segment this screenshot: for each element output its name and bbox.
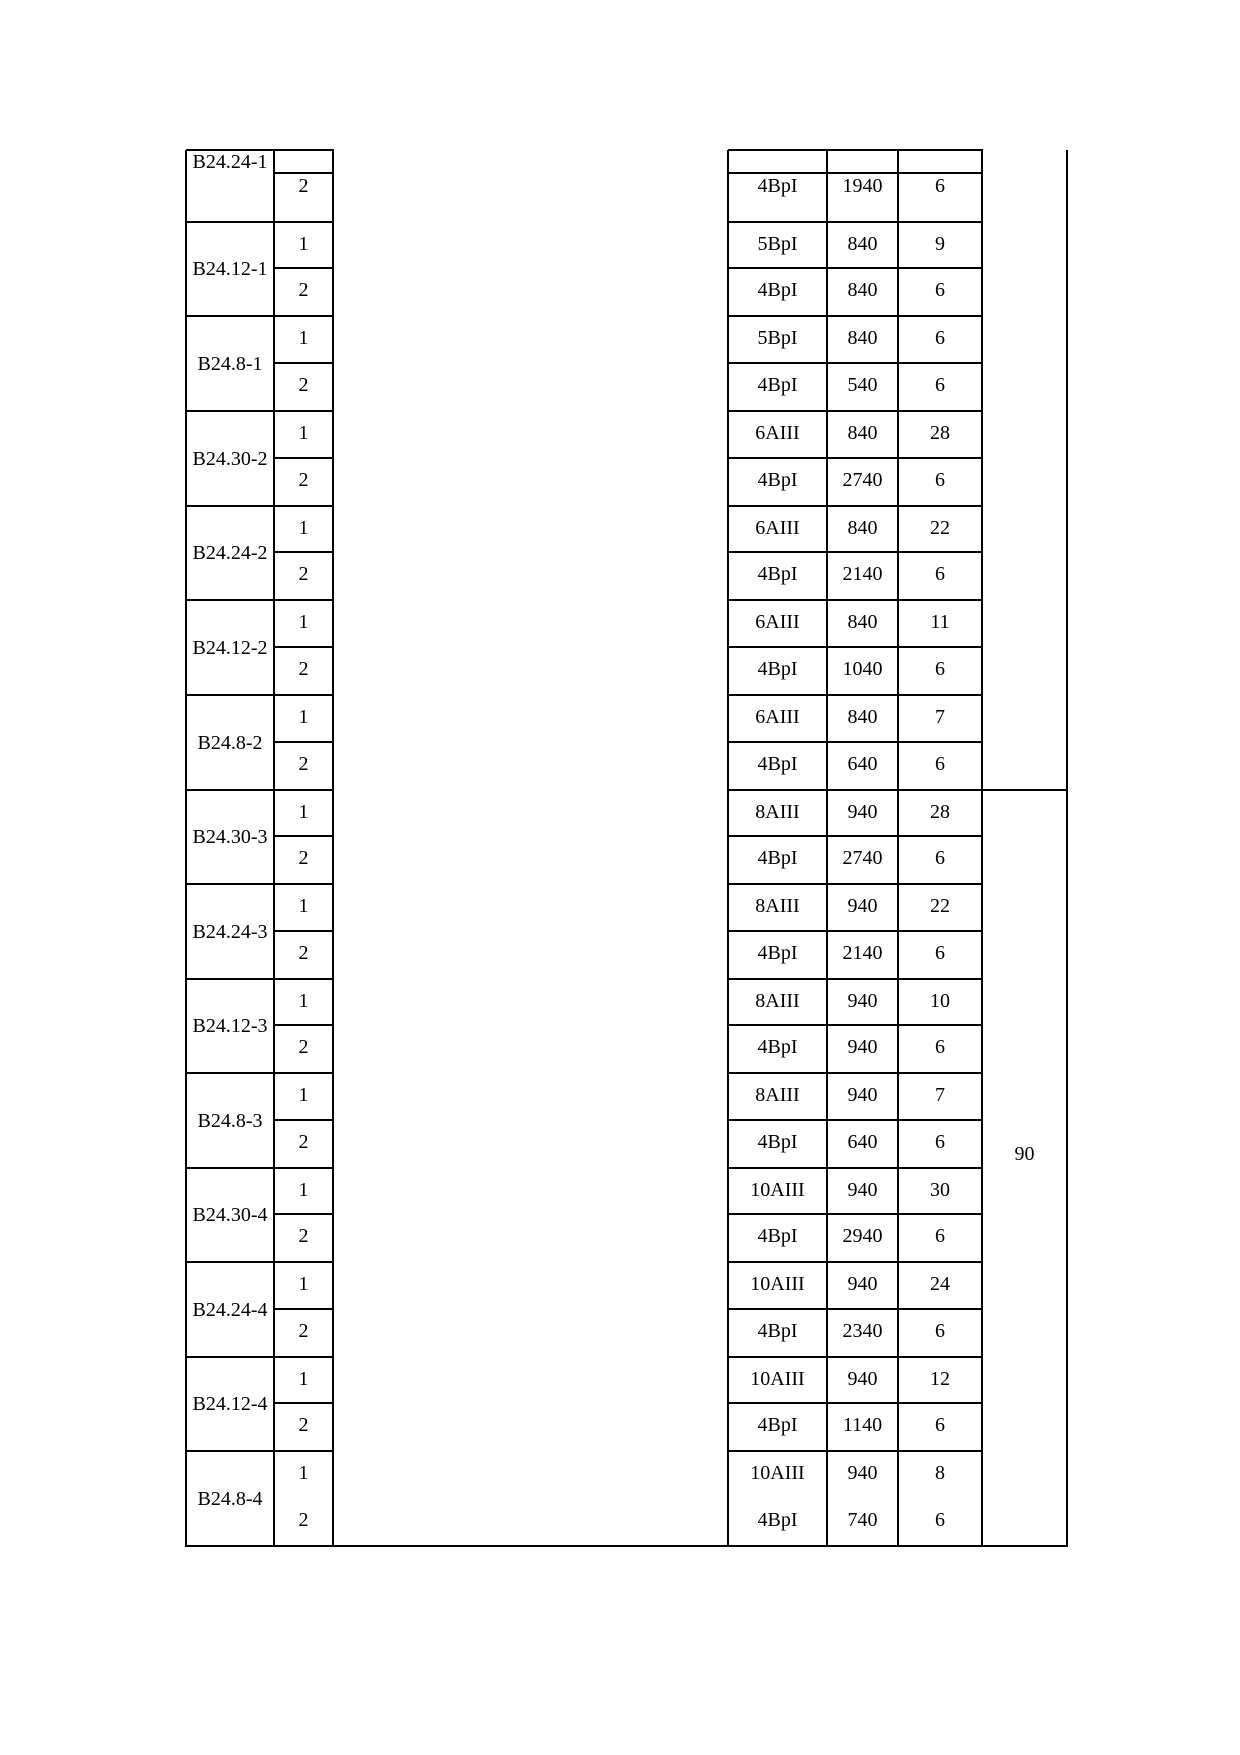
bar-length: 840 (847, 611, 878, 633)
bar-count: 30 (930, 1179, 950, 1201)
bar-type: 6AIII (755, 706, 800, 728)
beam-mark: B24.24-1 (192, 151, 268, 173)
position-number: 2 (298, 175, 309, 197)
grid-line (274, 741, 334, 743)
bar-type: 8AIII (755, 801, 800, 823)
bar-count: 7 (935, 706, 945, 728)
grid-line (728, 789, 983, 791)
grid-line (728, 1167, 983, 1169)
bar-length: 840 (847, 706, 878, 728)
bar-count: 22 (930, 895, 950, 917)
grid-line (728, 978, 983, 980)
grid-line (728, 1261, 983, 1263)
bar-count: 12 (930, 1368, 950, 1390)
bar-length: 2740 (842, 469, 883, 491)
bar-type: 6AIII (755, 422, 800, 444)
bar-count: 10 (930, 990, 950, 1012)
position-number: 1 (298, 1368, 309, 1390)
position-number: 1 (298, 422, 309, 444)
grid-line (728, 149, 983, 151)
beam-mark: B24.24-4 (192, 1299, 268, 1321)
grid-line (728, 1308, 983, 1310)
beam-mark: B24.30-3 (192, 826, 268, 848)
grid-line (274, 1024, 334, 1026)
bar-length: 640 (847, 1131, 878, 1153)
bar-type: 6AIII (755, 611, 800, 633)
position-number: 2 (298, 1414, 309, 1436)
grid-line (274, 551, 334, 553)
beam-mark: B24.8-2 (197, 732, 263, 754)
bar-length: 740 (847, 1509, 878, 1531)
bar-count: 6 (935, 327, 945, 349)
position-number: 2 (298, 942, 309, 964)
bar-count: 6 (935, 1320, 945, 1342)
grid-line (186, 1545, 1068, 1547)
grid-line (728, 741, 983, 743)
grid-line (274, 930, 334, 932)
grid-line (982, 789, 1068, 791)
bar-length: 940 (847, 990, 878, 1012)
grid-line (728, 457, 983, 459)
bar-length: 940 (847, 1462, 878, 1484)
position-number: 2 (298, 279, 309, 301)
grid-line (728, 221, 983, 223)
bar-type: 5BpI (757, 327, 798, 349)
grid-line (728, 646, 983, 648)
bar-count: 6 (935, 1036, 945, 1058)
beam-mark: B24.8-3 (197, 1110, 263, 1132)
grid-line (728, 505, 983, 507)
grid-line (728, 315, 983, 317)
grid-line (728, 1072, 983, 1074)
bar-length: 840 (847, 279, 878, 301)
bar-count: 6 (935, 1131, 945, 1153)
bar-length: 2940 (842, 1225, 883, 1247)
bar-length: 2340 (842, 1320, 883, 1342)
grid-line (728, 883, 983, 885)
bar-type: 10AIII (750, 1179, 805, 1201)
position-number: 2 (298, 847, 309, 869)
grid-line (186, 1072, 334, 1074)
grid-line (186, 1356, 334, 1358)
bar-count: 6 (935, 847, 945, 869)
grid-line (728, 267, 983, 269)
bar-length: 940 (847, 1084, 878, 1106)
position-number: 1 (298, 611, 309, 633)
grid-line (728, 551, 983, 553)
bar-type: 4BpI (757, 175, 798, 197)
bar-type: 4BpI (757, 942, 798, 964)
bar-count: 28 (930, 801, 950, 823)
bar-count: 22 (930, 517, 950, 539)
bar-length: 840 (847, 517, 878, 539)
bar-length: 2140 (842, 942, 883, 964)
grid-line (728, 1119, 983, 1121)
bar-count: 24 (930, 1273, 950, 1295)
bar-type: 4BpI (757, 469, 798, 491)
bar-length: 840 (847, 327, 878, 349)
grid-line (274, 1402, 334, 1404)
bar-count: 9 (935, 233, 945, 255)
bar-length: 840 (847, 422, 878, 444)
bar-type: 8AIII (755, 1084, 800, 1106)
bar-count: 7 (935, 1084, 945, 1106)
grid-line (728, 694, 983, 696)
grid-line (274, 646, 334, 648)
grid-line (186, 599, 334, 601)
grid-line (1066, 150, 1068, 1547)
bar-length: 1940 (842, 175, 883, 197)
position-number: 2 (298, 1225, 309, 1247)
bar-length: 1140 (842, 1414, 883, 1436)
bar-length: 940 (847, 895, 878, 917)
beam-mark: B24.12-1 (192, 258, 268, 280)
grid-line (186, 694, 334, 696)
position-number: 1 (298, 895, 309, 917)
bar-length: 2740 (842, 847, 883, 869)
bar-length: 640 (847, 753, 878, 775)
bar-length: 940 (847, 1273, 878, 1295)
bar-count: 6 (935, 469, 945, 491)
position-number: 2 (298, 1509, 309, 1531)
bar-length: 2140 (842, 563, 883, 585)
beam-mark: B24.12-3 (192, 1015, 268, 1037)
bar-count: 6 (935, 942, 945, 964)
grid-line (186, 1261, 334, 1263)
grid-line (274, 1119, 334, 1121)
grid-line (728, 930, 983, 932)
position-number: 1 (298, 517, 309, 539)
bar-count: 6 (935, 753, 945, 775)
grid-line (186, 883, 334, 885)
grid-line (728, 1024, 983, 1026)
bar-count: 6 (935, 658, 945, 680)
position-number: 2 (298, 469, 309, 491)
bar-type: 4BpI (757, 753, 798, 775)
beam-mark: B24.30-4 (192, 1204, 268, 1226)
bar-length: 940 (847, 1179, 878, 1201)
bar-type: 4BpI (757, 1036, 798, 1058)
position-number: 1 (298, 1179, 309, 1201)
bar-type: 6AIII (755, 517, 800, 539)
bar-count: 6 (935, 563, 945, 585)
grid-line (186, 410, 334, 412)
bar-type: 4BpI (757, 279, 798, 301)
grid-line (728, 1213, 983, 1215)
grid-line (728, 362, 983, 364)
bar-count: 6 (935, 1414, 945, 1436)
bar-type: 4BpI (757, 563, 798, 585)
bar-length: 940 (847, 801, 878, 823)
position-number: 1 (298, 1273, 309, 1295)
bar-type: 4BpI (757, 1320, 798, 1342)
grid-line (728, 1402, 983, 1404)
position-number: 1 (298, 990, 309, 1012)
beam-mark: B24.12-4 (192, 1393, 268, 1415)
bar-type: 4BpI (757, 658, 798, 680)
grid-line (274, 267, 334, 269)
position-number: 1 (298, 233, 309, 255)
beam-mark: B24.8-4 (197, 1488, 263, 1510)
position-number: 2 (298, 1320, 309, 1342)
grid-line (728, 835, 983, 837)
bar-count: 6 (935, 175, 945, 197)
grid-line (274, 457, 334, 459)
bar-count: 6 (935, 1225, 945, 1247)
bar-count: 6 (935, 374, 945, 396)
grid-line (274, 1213, 334, 1215)
bar-length: 840 (847, 233, 878, 255)
bar-length: 940 (847, 1368, 878, 1390)
bar-type: 4BpI (757, 1131, 798, 1153)
grid-line (728, 1356, 983, 1358)
grid-line (186, 978, 334, 980)
bar-type: 10AIII (750, 1462, 805, 1484)
beam-mark: B24.24-3 (192, 921, 268, 943)
grid-line (274, 362, 334, 364)
position-number: 2 (298, 658, 309, 680)
grid-line (728, 1450, 983, 1452)
bar-type: 10AIII (750, 1368, 805, 1390)
grid-line (186, 505, 334, 507)
bar-count: 28 (930, 422, 950, 444)
bar-type: 8AIII (755, 895, 800, 917)
position-number: 1 (298, 1462, 309, 1484)
bar-type: 10AIII (750, 1273, 805, 1295)
bar-length: 1040 (842, 658, 883, 680)
bar-type: 4BpI (757, 847, 798, 869)
grid-line (728, 599, 983, 601)
position-number: 2 (298, 753, 309, 775)
grid-line (274, 835, 334, 837)
beam-mark: B24.24-2 (192, 542, 268, 564)
bar-type: 8AIII (755, 990, 800, 1012)
bar-count: 6 (935, 1509, 945, 1531)
grid-line (186, 221, 334, 223)
bar-count: 8 (935, 1462, 945, 1484)
bar-type: 4BpI (757, 1509, 798, 1531)
beam-mark: B24.12-2 (192, 637, 268, 659)
position-number: 2 (298, 374, 309, 396)
grid-line (186, 789, 334, 791)
grid-line (728, 410, 983, 412)
position-number: 1 (298, 706, 309, 728)
grid-line (186, 1167, 334, 1169)
bar-type: 4BpI (757, 1414, 798, 1436)
grid-line (274, 1308, 334, 1310)
merged-value: 90 (1014, 1143, 1035, 1165)
bar-type: 5BpI (757, 233, 798, 255)
bar-length: 540 (847, 374, 878, 396)
position-number: 1 (298, 327, 309, 349)
grid-line (186, 1450, 334, 1452)
beam-mark: B24.8-1 (197, 353, 263, 375)
grid-line (186, 315, 334, 317)
bar-count: 11 (930, 611, 950, 633)
beam-mark: B24.30-2 (192, 448, 268, 470)
bar-count: 6 (935, 279, 945, 301)
position-number: 1 (298, 801, 309, 823)
position-number: 2 (298, 1131, 309, 1153)
position-number: 1 (298, 1084, 309, 1106)
bar-type: 4BpI (757, 1225, 798, 1247)
bar-type: 4BpI (757, 374, 798, 396)
bar-length: 940 (847, 1036, 878, 1058)
position-number: 2 (298, 563, 309, 585)
position-number: 2 (298, 1036, 309, 1058)
